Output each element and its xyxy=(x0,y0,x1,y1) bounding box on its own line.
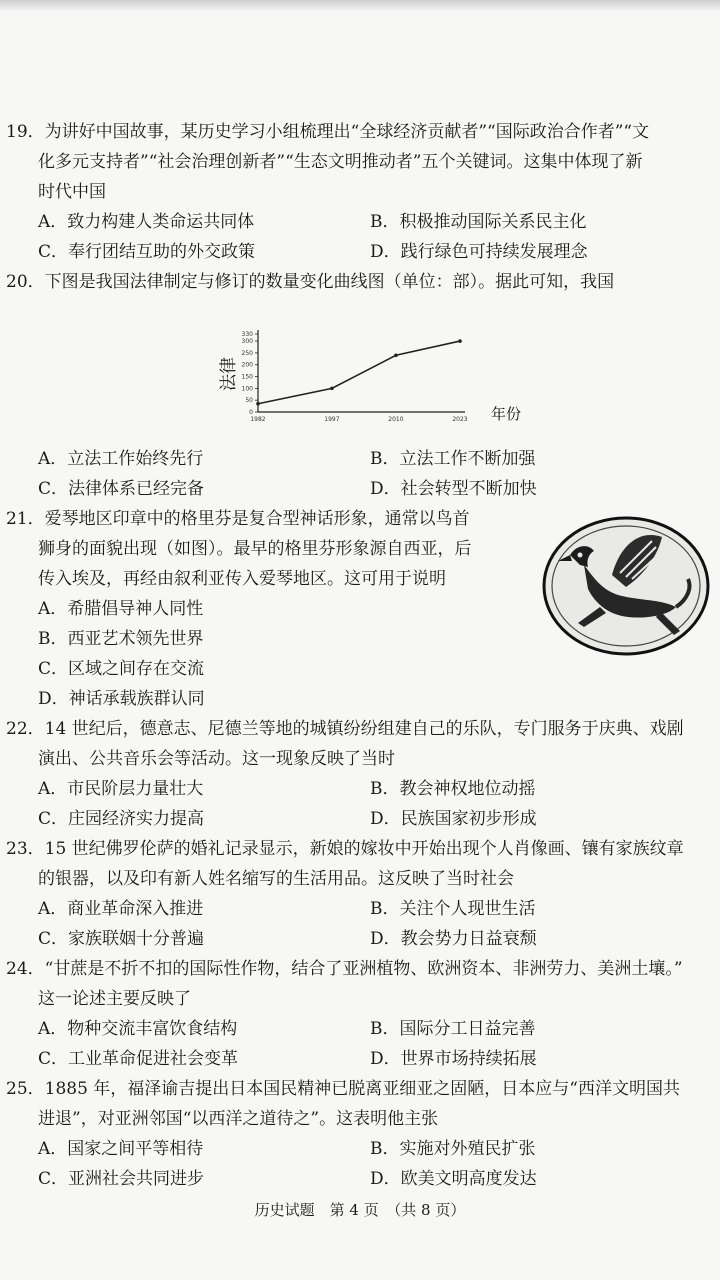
q20-option-a[interactable]: A．立法工作始终先行 xyxy=(38,449,204,469)
page-footer: 历史试题 第 4 页 （共 8 页） xyxy=(254,1201,466,1219)
griffin-seal-image xyxy=(540,515,712,657)
q25-option-a[interactable]: A．国家之间平等相待 xyxy=(38,1139,204,1159)
y-tick-label: 50 xyxy=(245,397,253,405)
data-point xyxy=(330,387,334,391)
q19-option-a[interactable]: A．致力构建人类命运共同体 xyxy=(38,212,255,232)
q25-option-c[interactable]: C．亚洲社会共同进步 xyxy=(38,1169,205,1189)
chart-xlabel: 年份 xyxy=(490,405,522,423)
q23-option-c[interactable]: C．家族联姻十分普遍 xyxy=(38,929,205,949)
q20-option-c[interactable]: C．法律体系已经完备 xyxy=(38,479,205,499)
data-point xyxy=(394,353,398,357)
chart-series-line xyxy=(258,341,460,404)
q19-option-d[interactable]: D．践行绿色可持续发展理念 xyxy=(370,242,588,262)
q25-option-b[interactable]: B．实施对外殖民扩张 xyxy=(370,1139,536,1159)
x-tick-label: 2023 xyxy=(452,416,468,423)
y-tick-label: 250 xyxy=(241,349,253,357)
q19-option-c[interactable]: C．奉行团结互助的外交政策 xyxy=(38,242,256,262)
q23-stem-line-2: 的银器，以及印有新人姓名缩写的生活用品。这反映了当时社会 xyxy=(38,869,514,889)
x-tick-label: 1982 xyxy=(250,416,266,423)
q25-stem-line-1: 25．1885 年，福泽谕吉提出日本国民精神已脱离亚细亚之固陋，日本应与“西洋文明国共 xyxy=(6,1079,680,1099)
y-tick-label: 0 xyxy=(249,409,253,416)
q22-option-d[interactable]: D．民族国家初步形成 xyxy=(370,809,537,829)
chart-ylabel: 法律 xyxy=(219,357,239,391)
q21-option-b[interactable]: B．西亚艺术领先世界 xyxy=(38,629,204,649)
x-tick-label: 2010 xyxy=(388,416,404,423)
q24-stem-line-2: 这一论述主要反映了 xyxy=(38,989,191,1009)
q19-stem-line-1: 19．为讲好中国故事，某历史学习小组梳理出“全球经济贡献者”“国际政治合作者”“文 xyxy=(6,122,650,142)
q19-stem-line-3: 时代中国 xyxy=(38,182,106,202)
y-tick-label: 330 xyxy=(241,331,253,338)
law-count-chart xyxy=(210,322,540,440)
q23-option-a[interactable]: A．商业革命深入推进 xyxy=(38,899,204,919)
q22-stem-line-1: 22．14 世纪后，德意志、尼德兰等地的城镇纷纷组建自己的乐队，专门服务于庆典、戏剧 xyxy=(6,719,684,739)
q22-option-b[interactable]: B．教会神权地位动摇 xyxy=(370,779,536,799)
q24-stem-line-1: 24．“甘蔗是不折不扣的国际性作物，结合了亚洲植物、欧洲资本、非洲劳力、美洲土壤。” xyxy=(6,959,683,979)
y-tick-label: 150 xyxy=(241,373,253,381)
q24-option-b[interactable]: B．国际分工日益完善 xyxy=(370,1019,536,1039)
q24-option-a[interactable]: A．物种交流丰富饮食结构 xyxy=(38,1019,238,1039)
q21-option-d[interactable]: D．神话承载族群认同 xyxy=(38,689,205,709)
q19-stem-line-2: 化多元支持者”“社会治理创新者”“生态文明推动者”五个关键词。这集中体现了新 xyxy=(38,152,643,172)
q20-option-d[interactable]: D．社会转型不断加快 xyxy=(370,479,537,499)
q21-option-a[interactable]: A．希腊倡导神人同性 xyxy=(38,599,204,619)
q21-stem-line-3: 传入埃及，再经由叙利亚传入爱琴地区。这可用于说明 xyxy=(38,569,446,589)
q19-option-b[interactable]: B．积极推动国际关系民主化 xyxy=(370,212,587,232)
q20-option-b[interactable]: B．立法工作不断加强 xyxy=(370,449,536,469)
q25-stem-line-2: 进退”，对亚洲邻国“以西洋之道待之”。这表明他主张 xyxy=(38,1109,439,1129)
q25-option-d[interactable]: D．欧美文明高度发达 xyxy=(370,1169,537,1189)
q24-option-d[interactable]: D．世界市场持续拓展 xyxy=(370,1049,537,1069)
q23-stem-line-1: 23．15 世纪佛罗伦萨的婚礼记录显示，新娘的嫁妆中开始出现个人肖像画、镶有家族纹章 xyxy=(6,839,684,859)
data-point xyxy=(256,402,260,406)
q21-stem-line-2: 狮身的面貌出现（如图）。最早的格里芬形象源自西亚，后 xyxy=(38,539,472,559)
q23-option-d[interactable]: D．教会势力日益衰颓 xyxy=(370,929,537,949)
q20-stem-line-1: 20．下图是我国法律制定与修订的数量变化曲线图（单位：部）。据此可知，我国 xyxy=(6,272,615,292)
y-tick-label: 200 xyxy=(241,361,253,369)
q22-option-a[interactable]: A．市民阶层力量壮大 xyxy=(38,779,204,799)
data-point xyxy=(458,339,462,343)
q21-stem-line-1: 21．爱琴地区印章中的格里芬是复合型神话形象，通常以鸟首 xyxy=(6,509,470,529)
q22-option-c[interactable]: C．庄园经济实力提高 xyxy=(38,809,205,829)
y-tick-label: 300 xyxy=(241,338,253,346)
y-tick-label: 100 xyxy=(241,385,253,393)
x-tick-label: 1997 xyxy=(324,416,340,423)
q22-stem-line-2: 演出、公共音乐会等活动。这一现象反映了当时 xyxy=(38,749,395,769)
q24-option-c[interactable]: C．工业革命促进社会变革 xyxy=(38,1049,239,1069)
q23-option-b[interactable]: B．关注个人现世生活 xyxy=(370,899,536,919)
q21-option-c[interactable]: C．区域之间存在交流 xyxy=(38,659,205,679)
law-count-chart-svg xyxy=(210,322,540,440)
